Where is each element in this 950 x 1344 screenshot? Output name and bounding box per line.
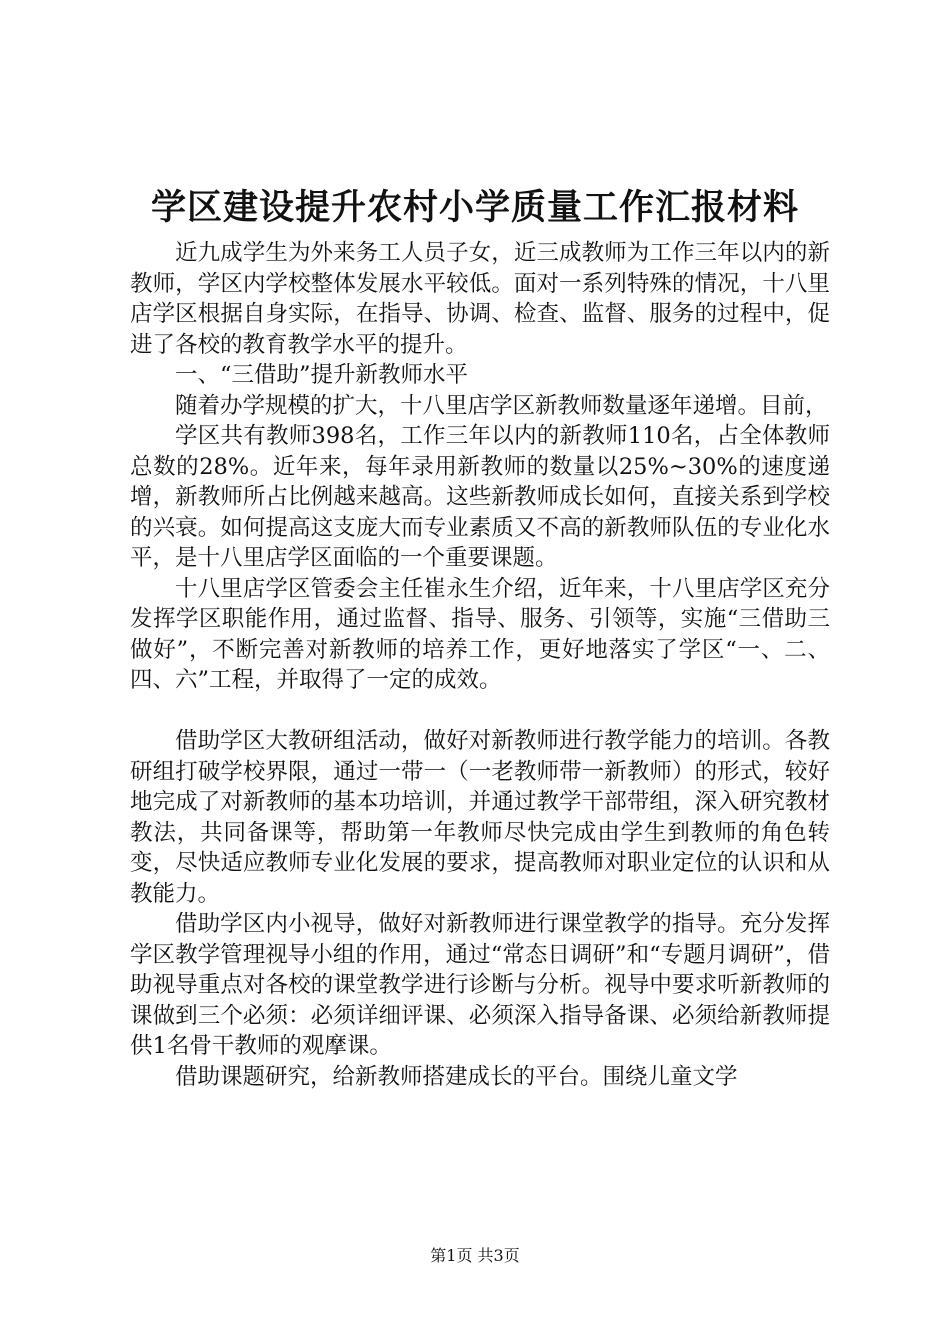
paragraph: 借助学区大教研组活动，做好对新教师进行教学能力的培训。各教研组打破学校界限，通过一带一（一老教师带一新教师）的形式，较好地完成了对新教师的基本功培训，并通过教学干部带组，深入研究教材教法，共同备课等，帮助第一年教师尽快完成由学生到教师的角色转变，尽快适应教师专业化发展的要求，提高教师对职业定位的认识和从教能力。: [130, 728, 830, 907]
paragraph: 借助课题研究，给新教师搭建成长的平台。围绕儿童文学: [175, 1063, 738, 1090]
paragraph: 借助学区内小视导，做好对新教师进行课堂教学的指导。充分发挥学区教学管理视导小组的作用，通过“常态日调研”和“专题月调研”，借助视导重点对各校的课堂教学进行诊断与分析。视导中要求听新教师的课做到三个必须：必须详细评课、必须深入指导备课、必须给新教师提供1名骨干教师的观摩课。: [130, 911, 830, 1059]
document-body: [130, 238, 830, 1092]
paragraph: 随着办学规模的扩大，十八里店学区新教师数量逐年递增。目前，: [175, 392, 828, 419]
paragraph: 近九成学生为外来务工人员子女，近三成教师为工作三年以内的新教师，学区内学校整体发展水平较低。面对一系列特殊的情况，十八里店学区根据自身实际，在指导、协调、检查、监督、服务的过程中，促进了各校的教育教学水平的提升。: [130, 240, 830, 358]
page-footer: 第1页 共3页: [430, 1246, 520, 1265]
document-title: 学区建设提升农村小学质量工作汇报材料: [150, 187, 799, 228]
paragraph: 学区共有教师398名，工作三年以内的新教师110名，占全体教师总数的28%。近年来，每年录用新教师的数量以25%~30%的速度递增，新教师所占比例越来越高。这些新教师成长如何，直接关系到学校的兴衰。如何提高这支庞大而专业素质又不高的新教师队伍的专业化水平，是十八里店学区面临的一个重要课题。: [130, 423, 830, 571]
paragraph: 十八里店学区管委会主任崔永生介绍，近年来，十八里店学区充分发挥学区职能作用，通过监督、指导、服务、引领等，实施“三借助三做好”，不断完善对新教师的培养工作，更好地落实了学区“一、二、四、六”工程，并取得了一定的成效。: [130, 575, 830, 693]
section-heading: 一、“三借助”提升新教师水平: [175, 362, 469, 388]
